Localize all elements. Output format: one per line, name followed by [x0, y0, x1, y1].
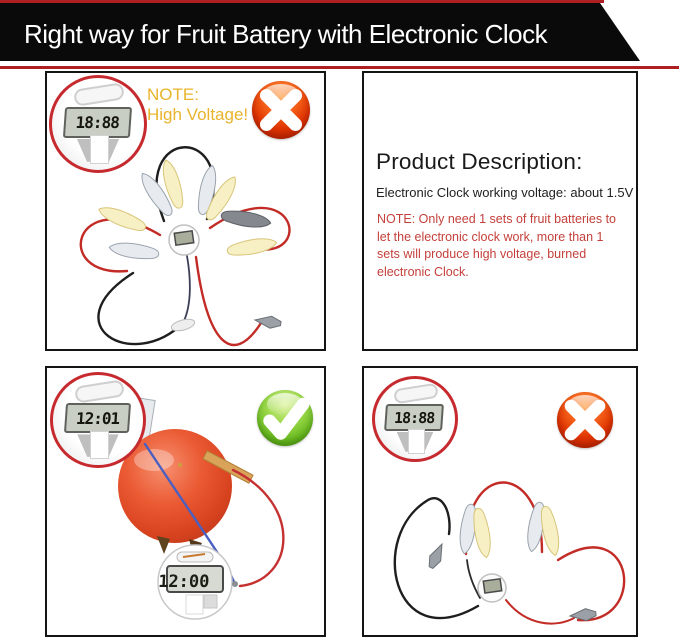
x-mark-icon	[252, 81, 310, 139]
clock-module-large	[158, 545, 238, 619]
red-separator-line	[0, 66, 679, 69]
header-banner	[0, 0, 679, 70]
tomato-highlight	[134, 449, 174, 471]
lcd-display: 18:88	[384, 404, 444, 431]
high-voltage-note	[147, 85, 248, 125]
panel-product-description	[362, 71, 638, 351]
wire-connector	[170, 317, 196, 333]
module-lcd-display: 12:00	[157, 572, 210, 592]
product-description-heading: Product Description:	[376, 149, 583, 174]
clock-tab	[90, 135, 109, 164]
battery-cap	[74, 379, 125, 403]
note-line2: High Voltage!	[147, 105, 249, 125]
clock-tab	[408, 429, 425, 454]
working-voltage-line: Electronic Clock working voltage: about 1.5V	[376, 185, 634, 200]
wires	[395, 482, 624, 623]
battery-cap	[73, 82, 125, 106]
panel-wrong-two-sets	[362, 366, 638, 637]
banner-top-red-line	[0, 0, 604, 3]
clock-badge	[49, 75, 147, 173]
x-mark-icon	[557, 392, 613, 448]
battery-cap	[393, 383, 439, 405]
lcd-display: 12:01	[64, 403, 131, 433]
clock-module-small	[169, 225, 199, 255]
tomato-spike	[157, 536, 170, 554]
tomato-dot	[178, 463, 182, 467]
panel-wrong-many-batteries	[45, 71, 326, 351]
clock-module-small	[478, 574, 506, 602]
note-line1: NOTE:	[147, 85, 199, 104]
banner-title: Right way for Fruit Battery with Electronic Clock	[24, 19, 548, 49]
lcd-display: 18:88	[63, 107, 132, 138]
clock-badge	[372, 376, 458, 462]
fruit-electrode-pairs	[457, 501, 562, 559]
clock-badge	[50, 372, 146, 468]
panel-correct-tomato-battery	[45, 366, 326, 637]
clock-tab	[90, 431, 109, 459]
red-wire	[233, 470, 283, 586]
warning-note-text: NOTE: Only need 1 sets of fruit batteries to let the electronic clock work, more than 1 sets will produce high voltage, burned electronic Clock.	[377, 212, 616, 279]
alligator-clip-icon	[426, 541, 448, 570]
check-mark-icon	[257, 390, 313, 446]
